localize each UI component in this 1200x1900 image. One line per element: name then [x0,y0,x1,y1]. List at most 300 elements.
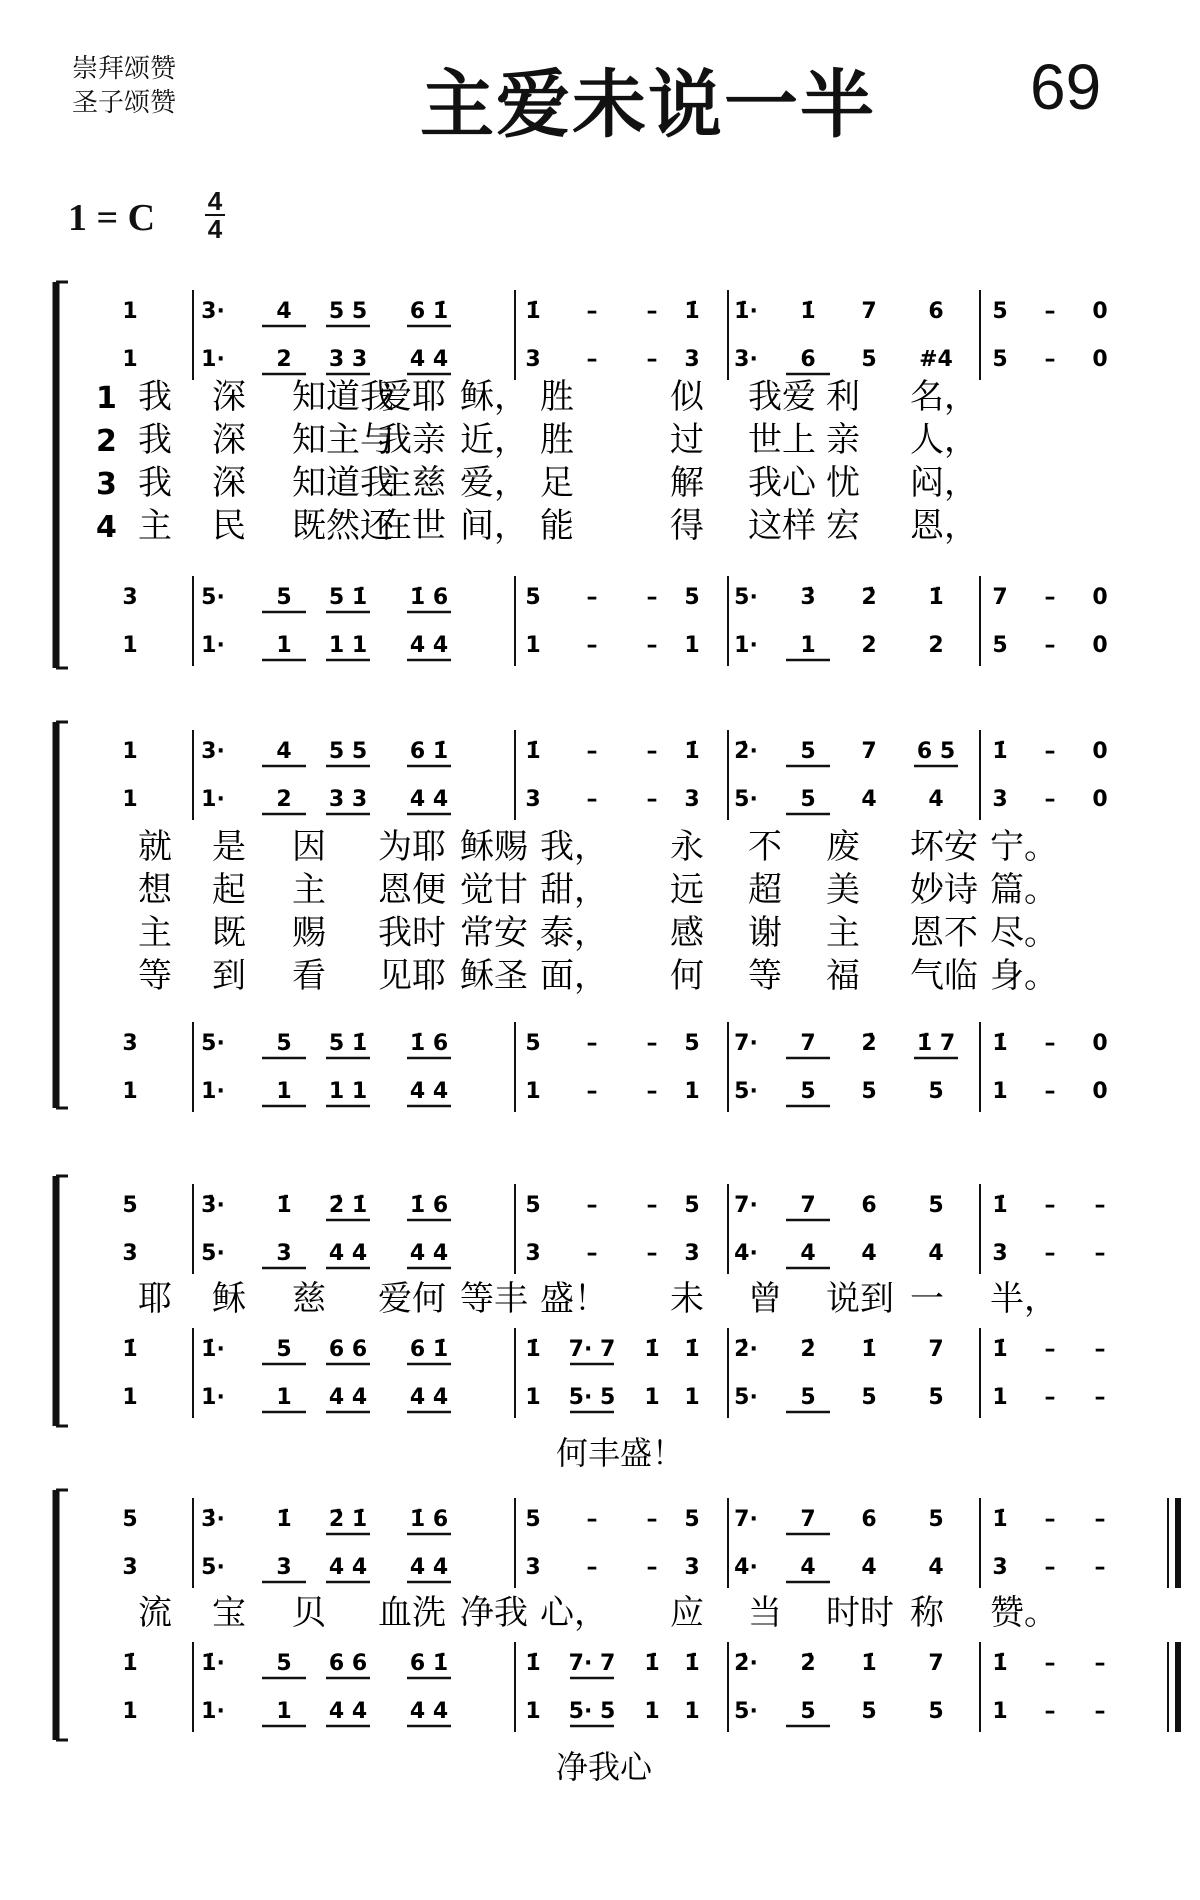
note: 3̇ [800,585,816,610]
note: 3 3 [328,787,368,812]
note: 4 [861,787,877,812]
note: 1̇· [201,1337,225,1362]
lyric-syllable: 称 [910,1593,944,1633]
note: 1 [992,1079,1008,1104]
note: 7 [928,1651,944,1676]
lyric-syllable: 胜 [540,420,574,460]
lyric-syllable: 名， [910,377,978,417]
note: – [1094,1699,1106,1724]
pickup-note: 5 [122,1507,138,1532]
note: 3· [734,347,758,372]
note: 7· 7 [568,1337,616,1362]
note: 4 4 [409,787,449,812]
lyric-syllable: 我时 [378,913,446,953]
verse-number: 3 [96,467,117,502]
note: – [646,633,658,658]
note: 3 [684,1241,700,1266]
note: 5 [525,1031,541,1056]
lyric-syllable: 恩不 [910,913,978,953]
note: 1· [201,1385,225,1410]
note: – [586,633,598,658]
note: 1 1 [328,633,368,658]
note: – [1044,1555,1056,1580]
note: – [586,1555,598,1580]
note: 7 [861,739,877,764]
lyric-syllable: 知道我 [292,463,394,503]
lyric-syllable: 稣， [460,377,528,417]
pickup-note: 3 [122,1031,138,1056]
pickup-note: 1 [122,1385,138,1410]
lyric-syllable: 为耶 [378,827,446,867]
note: – [1094,1555,1106,1580]
note: 1̇ 6 [409,585,449,610]
note: 1 [525,1385,541,1410]
note: 4 4 [328,1699,368,1724]
note: 5 [992,347,1008,372]
lyric-syllable: 远 [670,870,704,910]
lyric-syllable: 就 [138,827,172,867]
note: 3 [525,1555,541,1580]
note: 6 1̇ [409,739,449,764]
lyric-syllable: 慈 [292,1279,326,1319]
lyric-syllable: 我亲 [378,420,446,460]
lyric-syllable: 耶 [138,1279,172,1319]
lyric-syllable: 面， [540,956,608,996]
note: 0 [1092,1031,1108,1056]
note: 4 4 [328,1555,368,1580]
lyric-syllable: 宝 [212,1593,246,1633]
note: 6 [861,1507,877,1532]
lyric-syllable: 赐 [292,913,326,953]
note: 2̇ 1̇ [328,1193,368,1218]
note: 6 [928,299,944,324]
note: 3 [684,1555,700,1580]
pickup-note: 1 [122,787,138,812]
lyric-syllable: 超 [748,870,782,910]
note: 5 [684,585,700,610]
lyric-syllable: 觉甘 [460,870,528,910]
note: – [1094,1193,1106,1218]
note: 5 5 [328,739,368,764]
note: 4· [734,1555,758,1580]
lyric-syllable: 足 [540,463,574,503]
note: 4 [276,299,292,324]
note: 1 [800,633,816,658]
note: 1 [684,633,700,658]
lyric-syllable: 闷， [910,463,978,503]
lyric-syllable: 想 [138,870,172,910]
note: 5 [800,1385,816,1410]
lyric-syllable: 得 [670,506,704,546]
note: – [1094,1507,1106,1532]
lyric-syllable: 稣赐 [460,827,528,867]
note: 5 [800,739,816,764]
note: – [1094,1651,1106,1676]
note: – [646,1555,658,1580]
note: 2̇· [734,1337,758,1362]
note: 4 [800,1555,816,1580]
lyric-syllable: 净我 [460,1593,528,1633]
lyric-syllable: 是 [212,827,246,867]
lyric-syllable: 主 [826,913,860,953]
note: 2̇ [800,1651,816,1676]
lyric-syllable: 忧 [826,463,860,503]
note: 3 [992,787,1008,812]
note: 7· [734,1193,758,1218]
note: 5 [861,347,877,372]
note: – [646,299,658,324]
note: 5 [992,633,1008,658]
pickup-note: 1̇ [122,1337,138,1362]
bass-lyric: 净我心 [556,1748,653,1786]
lyric-syllable: 利 [826,377,860,417]
lyric-syllable: 主 [138,913,172,953]
note: 1̇ [861,1337,877,1362]
note: – [1044,787,1056,812]
note: – [1044,1031,1056,1056]
note: 3̇· [201,1193,225,1218]
note: 5 [276,585,292,610]
note: 4 [928,1241,944,1266]
lyric-syllable: 民 [212,506,246,546]
lyric-syllable: 福 [826,956,860,996]
meter-top: 4 [207,186,223,216]
note: 7 [800,1507,816,1532]
lyric-syllable: 稣圣 [460,956,528,996]
lyric-syllable: 胜 [540,377,574,417]
note: – [1094,1385,1106,1410]
note: 3 [276,1241,292,1266]
note: 5 [800,1699,816,1724]
note: 1̇ [684,299,700,324]
lyric-syllable: 未 [670,1279,704,1319]
note: – [1094,1241,1106,1266]
note: 4 [276,739,292,764]
lyric-syllable: 何 [670,956,704,996]
note: 3· [201,299,225,324]
note: – [1044,1193,1056,1218]
lyric-syllable: 常安 [460,913,528,953]
lyric-syllable: 曾 [748,1279,782,1319]
note: 1 [525,1699,541,1724]
note: 5· [734,787,758,812]
lyric-syllable: 半， [990,1279,1058,1319]
lyric-syllable: 爱耶 [378,377,446,417]
note: 1 [525,633,541,658]
note: – [586,585,598,610]
lyric-syllable: 主 [292,870,326,910]
lyric-syllable: 因 [292,827,326,867]
note: 0 [1092,739,1108,764]
note: 1̇ [525,1337,541,1362]
note: 1 [644,1385,660,1410]
lyric-syllable: 尽。 [990,913,1058,953]
lyric-syllable: 感 [670,913,704,953]
note: 5 [525,1193,541,1218]
note: 3 [684,787,700,812]
note: 4 4 [328,1241,368,1266]
lyric-syllable: 妙诗 [910,870,978,910]
note: 0 [1092,1079,1108,1104]
note: 7 [992,585,1008,610]
lyric-syllable: 起 [212,870,246,910]
lyric-syllable: 赞。 [990,1593,1058,1633]
note: 5 [861,1385,877,1410]
note: – [1044,1699,1056,1724]
lyric-syllable: 宏 [826,506,860,546]
lyric-syllable: 稣 [212,1279,246,1319]
note: 2 [928,633,944,658]
note: 5 [861,1699,877,1724]
note: 6 1̇ [409,1651,449,1676]
note: 3 [992,1555,1008,1580]
note: 1· [201,633,225,658]
note: – [1044,585,1056,610]
note: 1̇ [992,1651,1008,1676]
note: 5· [201,1241,225,1266]
note: 5 [928,1507,944,1532]
lyric-syllable: 能 [540,506,574,546]
note: 5· 5 [568,1385,616,1410]
note: – [646,1241,658,1266]
note: 3 [525,347,541,372]
lyric-syllable: 主 [138,506,172,546]
note: 1̇ [992,1193,1008,1218]
note: 1· [734,633,758,658]
note: 5 [928,1385,944,1410]
lyric-syllable: 近， [460,420,528,460]
lyric-syllable: 知主与 [292,420,394,460]
note: 5· [734,1699,758,1724]
lyric-syllable: 看 [292,956,326,996]
note: – [1044,1507,1056,1532]
lyric-syllable: 我 [138,463,172,503]
lyric-syllable: 废 [826,827,860,867]
note: 1̇ [684,739,700,764]
pickup-note: 1 [122,739,138,764]
note: – [586,1193,598,1218]
note: 1 [276,1385,292,1410]
lyric-syllable: 心， [540,1593,608,1633]
note: – [1044,299,1056,324]
note: 2 [276,787,292,812]
note: 7 [928,1337,944,1362]
lyric-syllable: 见耶 [378,956,446,996]
note: – [1094,1337,1106,1362]
note: – [646,1193,658,1218]
hymn-number: 69 [1030,51,1102,123]
note: 4 4 [409,633,449,658]
note: 6 [800,347,816,372]
pickup-note: 1 [122,1699,138,1724]
note: 1 [992,1699,1008,1724]
note: 6 5 [916,739,956,764]
pickup-note: 1 [122,299,138,324]
note: – [646,739,658,764]
pickup-note: 5 [122,1193,138,1218]
note: 1̇ 6 [409,1507,449,1532]
note: 4 [861,1241,877,1266]
note: 2̇ 1̇ [328,1507,368,1532]
note: 6 1̇ [409,299,449,324]
note: – [1044,1651,1056,1676]
note: 5 [800,787,816,812]
note: 4 [800,1241,816,1266]
lyric-syllable: 等 [138,956,172,996]
note: #4 [919,347,953,372]
lyric-syllable: 不 [748,827,782,867]
lyric-syllable: 我， [540,827,608,867]
lyric-syllable: 世上 [748,420,816,460]
pickup-note: 3 [122,585,138,610]
note: – [586,1079,598,1104]
note: 3 [684,347,700,372]
lyric-syllable: 间， [460,506,528,546]
note: 5 [800,1079,816,1104]
verse-number: 1 [96,381,117,416]
lyric-syllable: 当 [748,1593,782,1633]
lyric-syllable: 等 [748,956,782,996]
note: 5· [734,1385,758,1410]
note: 5 [276,1031,292,1056]
note: 1 [276,633,292,658]
note: 5 [276,1337,292,1362]
note: – [586,739,598,764]
note: 1 [684,1699,700,1724]
note: 5· [734,585,758,610]
note: 1 [684,1079,700,1104]
note: 1̇ [684,1337,700,1362]
note: – [1044,1337,1056,1362]
note: 0 [1092,347,1108,372]
source-label-2: 圣子颂赞 [72,88,177,118]
note: – [1044,633,1056,658]
lyric-syllable: 永 [670,827,704,867]
note: 3 [276,1555,292,1580]
note: 5 [861,1079,877,1104]
verse-number: 2 [96,424,117,459]
note: 1̇ [525,739,541,764]
lyric-syllable: 美 [826,870,860,910]
lyric-syllable: 既然还 [292,506,394,546]
note: 5 [928,1699,944,1724]
lyric-syllable: 人， [910,420,978,460]
note: 1̇ [644,1651,660,1676]
note: 1̇ [992,1507,1008,1532]
note: 4 [928,787,944,812]
lyric-syllable: 身。 [990,956,1058,996]
lyric-syllable: 主慈 [378,463,446,503]
lyric-syllable: 流 [138,1593,172,1633]
source-label-1: 崇拜颂赞 [72,54,177,84]
lyric-syllable: 篇。 [990,870,1058,910]
lyric-syllable: 气临 [910,956,978,996]
note: – [586,787,598,812]
pickup-note: 1 [122,347,138,372]
note: – [646,1031,658,1056]
note: 4 [861,1555,877,1580]
note: 3· [201,739,225,764]
note: 1̇ [992,1337,1008,1362]
note: 4 4 [328,1385,368,1410]
note: 1· [201,347,225,372]
meter-bottom: 4 [207,214,223,244]
note: 7· 7 [568,1651,616,1676]
lyric-syllable: 恩， [910,506,978,546]
note: 5 [928,1193,944,1218]
verse-number: 4 [96,510,117,545]
note: 1̇ [992,739,1008,764]
lyric-syllable: 似 [670,377,704,417]
note: 5 1̇ [328,1031,368,1056]
lyric-syllable: 过 [670,420,704,460]
note: 4 4 [409,347,449,372]
note: 7· [734,1031,758,1056]
pickup-note: 1̇ [122,1651,138,1676]
note: 1̇ [276,1507,292,1532]
note: – [646,1079,658,1104]
note: 5 [684,1507,700,1532]
lyric-syllable: 坏安 [910,827,978,867]
lyric-syllable: 这样 [748,506,816,546]
lyric-syllable: 我爱 [748,377,816,417]
note: 1 [525,1079,541,1104]
note: 1· [201,1699,225,1724]
note: 1 1 [328,1079,368,1104]
lyric-syllable: 我 [138,377,172,417]
note: 5 [928,1079,944,1104]
note: 5· [201,1555,225,1580]
note: 1̇ 7 [916,1031,956,1056]
lyric-syllable: 知道我 [292,377,394,417]
page-title: 主爱未说一半 [420,62,876,148]
note: 4 4 [409,1385,449,1410]
note: 5 [684,1193,700,1218]
note: 1̇ [928,585,944,610]
note: 0 [1092,299,1108,324]
note: 1 [992,1385,1008,1410]
lyric-syllable: 到 [212,956,246,996]
note: – [1044,347,1056,372]
lyric-syllable: 深 [212,420,246,460]
note: 1 [644,1699,660,1724]
note: 1̇ 6 [409,1031,449,1056]
note: 5 [525,1507,541,1532]
note: 3 3 [328,347,368,372]
note: 3 [525,1241,541,1266]
note: – [1044,1385,1056,1410]
lyric-syllable: 血洗 [378,1593,446,1633]
note: – [586,1031,598,1056]
note: 2̇ [861,1031,877,1056]
lyric-syllable: 泰， [540,913,608,953]
note: 7 [800,1193,816,1218]
lyric-syllable: 深 [212,377,246,417]
note: 1̇· [201,1651,225,1676]
pickup-note: 1 [122,633,138,658]
note: – [646,787,658,812]
note: 5 [684,1031,700,1056]
note: – [646,347,658,372]
note: 1 [276,1699,292,1724]
note: – [586,1241,598,1266]
note: 2̇· [734,739,758,764]
lyric-syllable: 亲 [826,420,860,460]
note: 5· 5 [568,1699,616,1724]
note: 5 5 [328,299,368,324]
note: 2 [276,347,292,372]
lyric-syllable: 宁。 [990,827,1058,867]
